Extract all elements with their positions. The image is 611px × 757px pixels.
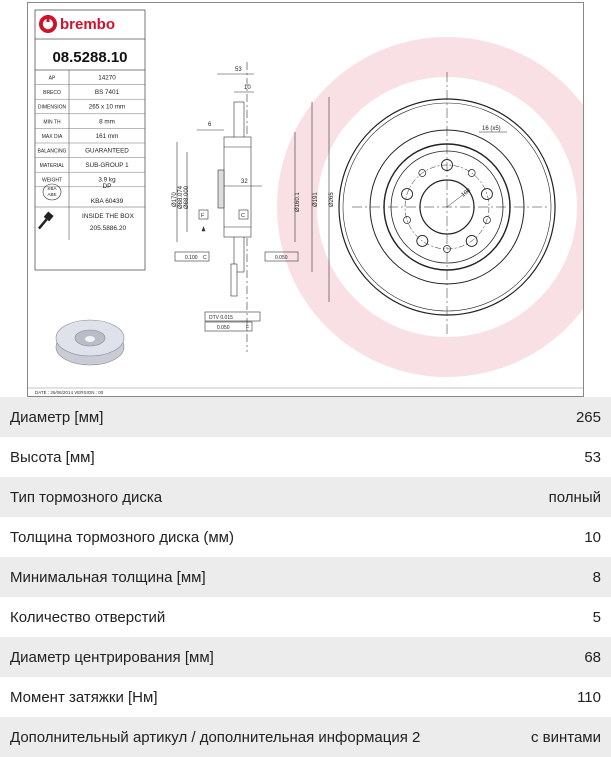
inside-box-block xyxy=(36,212,135,232)
spec-value: 5 xyxy=(592,608,601,626)
drawing-row-value: SUB-GROUP 1 xyxy=(85,162,129,170)
spec-value: 68 xyxy=(584,648,601,666)
dim-height: 53 xyxy=(235,67,242,73)
spec-value: с винтами xyxy=(530,728,601,746)
drawing-row-value: BS 7401 xyxy=(94,89,120,97)
drawing-row-value: 265 x 10 mm xyxy=(88,103,126,111)
drawing-row-label: AP xyxy=(48,75,56,82)
svg-text:KBA: KBA xyxy=(47,186,57,191)
dim-flange: 6 xyxy=(208,122,212,128)
svg-text:F: F xyxy=(246,325,250,331)
kba-block xyxy=(43,183,124,205)
spec-row xyxy=(0,677,611,717)
svg-text:ABE: ABE xyxy=(47,192,57,197)
spec-label: Дополнительный артикул / дополнительная информация 2 xyxy=(10,728,421,746)
spec-label: Тип тормозного диска xyxy=(10,488,163,506)
spec-row xyxy=(0,637,611,677)
drawing-row-label: MATERIAL xyxy=(39,163,65,170)
drawing-row-label: WEIGHT xyxy=(42,177,62,184)
spec-label: Диаметр [мм] xyxy=(10,408,104,426)
spec-value: 8 xyxy=(592,568,601,586)
spec-label: Высота [мм] xyxy=(10,448,95,466)
bolt-icon xyxy=(36,212,54,231)
spec-value: 10 xyxy=(584,528,601,546)
kba-dp: DP xyxy=(102,183,112,190)
drawing-row-label: BALANCING xyxy=(37,148,67,155)
center-hole xyxy=(468,170,475,177)
technical-drawing xyxy=(27,2,584,397)
dim-d68074: Ø68.074 xyxy=(178,185,184,209)
spec-label: Количество отверстий xyxy=(10,608,166,626)
spec-value: 265 xyxy=(575,408,601,426)
svg-text:C: C xyxy=(203,255,207,261)
dim-d191: Ø191 xyxy=(313,192,319,207)
dim-pcd: 108 xyxy=(460,187,473,199)
brand-name: brembo xyxy=(60,16,116,33)
spec-row xyxy=(0,597,611,637)
spec-row xyxy=(0,477,611,517)
spec-label: Минимальная толщина [мм] xyxy=(10,568,206,586)
drawing-row-value: 3.9 kg xyxy=(98,176,116,184)
spec-value: полный xyxy=(548,488,601,506)
dtv: DTV 0.015 xyxy=(209,315,233,321)
spec-row xyxy=(0,717,611,757)
part-number: 08.5288.10 xyxy=(52,49,128,66)
dim-d160: Ø160.1 xyxy=(295,192,301,212)
spec-value: 110 xyxy=(577,688,601,706)
inside-box-title: INSIDE THE BOX xyxy=(82,213,134,220)
spec-label: Момент затяжки [Нм] xyxy=(10,688,158,706)
spec-row xyxy=(0,557,611,597)
drawing-row-label: MAX DIA xyxy=(41,133,63,140)
dim-holes: 16 (x5) xyxy=(482,126,501,132)
date-version: DATE : 26/06/2014 VERSION : 00 xyxy=(35,390,104,395)
spec-row xyxy=(0,397,611,437)
tol-b: 0.050 xyxy=(275,255,288,261)
center-hole xyxy=(404,216,411,223)
drawing-row-value: 14270 xyxy=(98,74,116,82)
spec-row xyxy=(0,437,611,477)
drawing-row-label: DIMENSION xyxy=(37,104,67,111)
drawing-spec-rows xyxy=(35,75,145,187)
spec-label: Толщина тормозного диска (мм) xyxy=(10,528,234,546)
drawing-row-value: GUARANTEED xyxy=(85,147,129,155)
ref-c: C xyxy=(241,213,245,219)
drawing-row-value: 161 mm xyxy=(95,132,119,140)
dim-offset: 10 xyxy=(244,85,251,91)
info-panel xyxy=(35,10,145,365)
kba-number: KBA 60439 xyxy=(90,198,124,205)
inside-box-number: 205.5886.20 xyxy=(89,225,127,232)
spec-table xyxy=(0,397,611,757)
dim-d170: Ø170 xyxy=(172,192,178,207)
disc-preview xyxy=(56,320,124,365)
spec-row xyxy=(0,517,611,557)
tol-a: 0.100 xyxy=(185,255,198,261)
front-view xyxy=(339,72,555,337)
flatness: 0.050 xyxy=(217,325,230,331)
dim-d265: Ø265 xyxy=(329,192,335,207)
brembo-logo xyxy=(39,15,115,33)
spec-value: 53 xyxy=(584,448,601,466)
drawing-row-label: MIN TH xyxy=(43,119,61,126)
ref-f: F xyxy=(201,213,205,219)
dim-depth: 32 xyxy=(241,179,248,185)
drawing-row-label: BRECO xyxy=(43,90,61,97)
drawing-row-value: 8 mm xyxy=(99,118,115,126)
bolt-hole xyxy=(481,189,492,200)
spec-label: Диаметр центрирования [мм] xyxy=(10,648,214,666)
dim-d68000: Ø68.000 xyxy=(184,185,190,209)
